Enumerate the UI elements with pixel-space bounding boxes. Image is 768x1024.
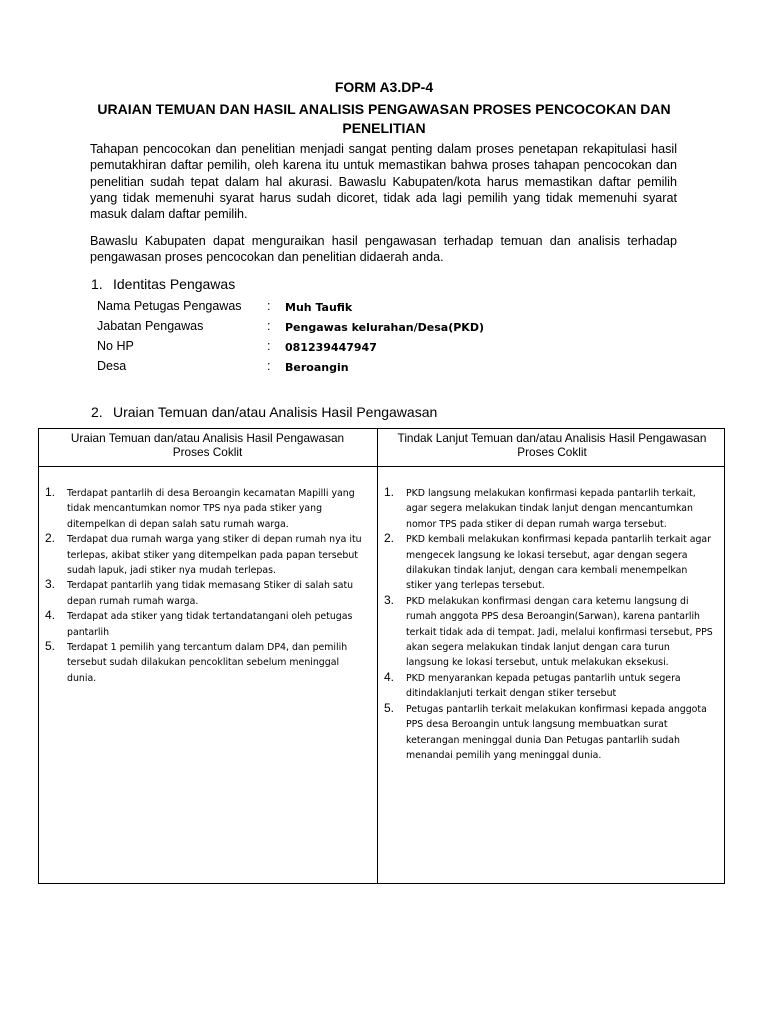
item-number: 1. [45,485,56,499]
item-number: 4. [384,669,395,684]
identity-value: Beroangin [285,361,349,374]
intro-paragraph-1: Tahapan pencocokan dan penelitian menjadi sangat penting dalam proses penetapan rekapitulasi hasil pemutakhiran daftar pemilih, oleh karena itu untuk memastikan bahwa proses tahapan pencocokan dan penelitian sudah tepat dalam hal akurasi. Bawaslu Kabupaten/kota harus memastikan daftar pemilih yang tidak memenuhi syarat harus sudah dicoret, tidak ada lagi pemilih yang tidak memenuhi syarat masuk dalam daftar pemilih. [90,142,677,222]
finding-item [45,609,371,640]
identity-label: Nama Petugas Pengawas [97,299,242,313]
identity-colon: : [267,339,271,353]
item-number: 5. [45,639,56,654]
item-text: PKD kembali melakukan konfirmasi kepada pantarlih terkait agar mengecek langsung ke lokasi tersebut, agar dengan segera dilakukan tindak lanjut, dengan cara kembali menempelkan stiker yang terlepas tersebut. [406,534,711,592]
item-text: PKD melakukan konfirmasi dengan cara ketemu langsung di rumah anggota PPS desa Beroangin(Sarwan), karena pantarlih terkait tidak ada di tempat. Jadi, melalui konfirmasi tersebut, PPS akan segera melakukan tindak lanjut dengan cara turun langsung ke lokasi tersebut, untuk melakukan eksekusi. [406,595,713,669]
item-text: PKD menyarankan kepada petugas pantarlih untuk segera ditindaklanjuti terkait dengan stiker tersebut [406,672,681,700]
table-header-followup: Tindak Lanjut Temuan dan/atau Analisis Hasil Pengawasan Proses Coklit [397,431,707,459]
finding-item [45,532,371,578]
intro-paragraph-2: Bawaslu Kabupaten dapat menguraikan hasil pengawasan terhadap temuan dan analisis terhadap pengawasan proses pencocokan dan penelitian didaerah anda. [90,234,677,265]
item-number: 2. [45,531,56,546]
item-number: 2. [384,531,395,546]
section-uraian-heading [91,404,437,420]
identity-colon: : [267,359,271,373]
finding-item [45,640,371,686]
followup-item [384,532,714,594]
item-text: Terdapat 1 pemilih yang tercantum dalam DP4, dan pemilih tersebut sudah dilakukan pencoklitan sebelum meninggal dunia. [67,642,348,684]
item-text: Terdapat dua rumah warga yang stiker di depan rumah nya itu terlepas, akibat stiker yang ditempelkan pada papan tersebut sudah lapuk, jadi stiker nya mudah terlepas. [67,534,362,577]
finding-item [45,486,371,532]
table-column-divider [377,429,378,883]
item-number: 3. [45,577,56,592]
followup-list [384,486,714,763]
identity-colon: : [267,319,271,333]
item-number: 4. [45,608,56,623]
identity-label: Desa [97,359,127,373]
identity-row-nohp [97,339,697,357]
document-title: URAIAN TEMUAN DAN HASIL ANALISIS PENGAWASAN PROSES PENCOCOKAN DAN PENELITIAN [97,101,671,136]
item-text: Terdapat ada stiker yang tidak tertandatangani oleh petugas pantarlih [67,611,353,638]
item-text: Petugas pantarlih terkait melakukan konfirmasi kepada anggota PPS desa Beroangin untuk langsung membuatkan surat keterangan meninggal dunia Dan Petugas pantarlih sudah menandai pemilih yang meninggal dunia. [406,703,707,761]
finding-item [45,578,371,609]
identity-label: Jabatan Pengawas [97,319,204,333]
table-header-divider [39,466,724,467]
section-identitas-heading [91,276,235,292]
identity-row-desa [97,359,697,377]
item-text: Terdapat pantarlih yang tidak memasang Stiker di salah satu depan rumah rumah warga. [67,580,354,607]
followup-item [384,671,714,702]
findings-table [38,428,725,884]
identity-value: Pengawas kelurahan/Desa(PKD) [285,321,484,334]
followup-item [384,486,714,532]
item-text: Terdapat pantarlih di desa Beroangin kecamatan Mapilli yang tidak mencantumkan nomor TPS nya pada stiker yang ditempelkan di depan salah satu rumah warga. [67,488,355,530]
identity-label: No HP [97,339,134,353]
section-title: Identitas Pengawas [113,276,236,292]
item-number: 5. [384,700,395,715]
identity-row-nama [97,299,697,317]
findings-list [45,486,371,686]
item-number: 1. [384,485,395,499]
section-number: 1. [91,276,103,292]
item-text: PKD langsung melakukan konfirmasi kepada pantarlih terkait, agar segera melakukan tindak lanjut dengan mencantumkan nomor TPS pada stiker di depan rumah warga tersebut. [406,488,696,530]
followup-item [384,702,714,764]
identity-colon: : [267,299,271,313]
form-code: FORM A3.DP-4 [334,79,434,95]
section-number: 2. [91,404,103,420]
followup-item [384,594,714,671]
identity-row-jabatan [97,319,697,337]
identity-value: Muh Taufik [285,301,353,314]
identity-value: 081239447947 [285,341,377,354]
item-number: 3. [384,592,395,607]
section-title: Uraian Temuan dan/atau Analisis Hasil Pengawasan [113,404,438,420]
table-header-findings: Uraian Temuan dan/atau Analisis Hasil Pengawasan Proses Coklit [70,431,345,459]
